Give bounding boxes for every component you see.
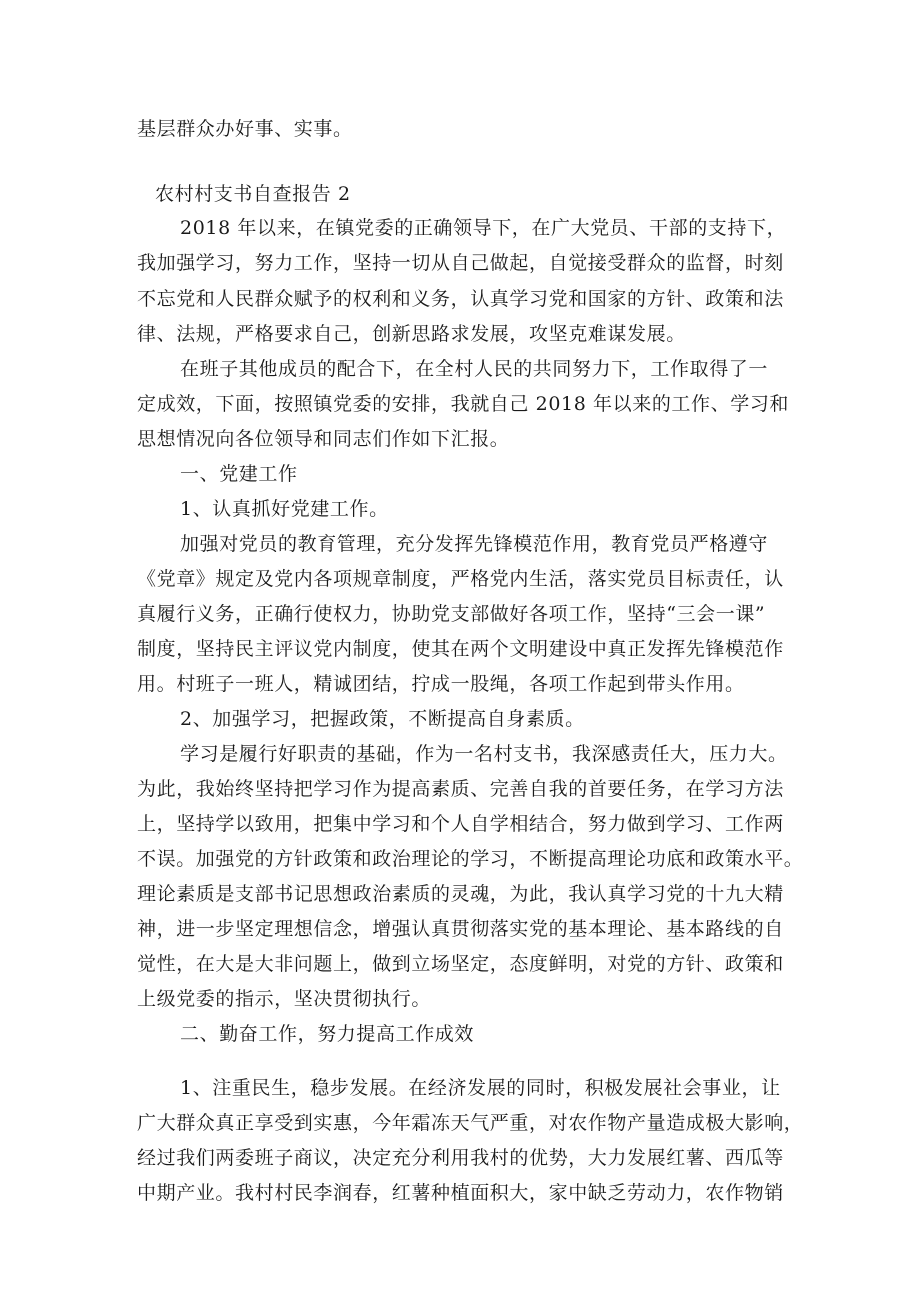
text-line: 上级党委的指示，坚决贯彻执行。 — [137, 988, 432, 1010]
subheading: 2、加强学习，把握政策，不断提高自身素质。 — [180, 708, 585, 730]
text-line: 1、注重民生，稳步发展。在经济发展的同时，积极发展社会事业，让 — [180, 1077, 781, 1099]
text-line: 《党章》规定及党内各项规章制度，严格党内生活，落实党员目标责任，认 — [137, 568, 784, 590]
text-line: 中期产业。我村村民李润春，红薯种植面积大，家中缺乏劳动力，农作物销 — [137, 1182, 784, 1204]
text-line: 思想情况向各位领导和同志们作如下汇报。 — [137, 428, 510, 450]
text-line: 真履行义务，正确行使权力，协助党支部做好各项工作，坚持“三会一课” — [137, 603, 766, 625]
text-line: 2018 年以来，在镇党委的正确领导下，在广大党员、干部的支持下， — [180, 217, 787, 239]
text-line: 基层群众办好事、实事。 — [137, 118, 353, 140]
text-line: 理论素质是支部书记思想政治素质的灵魂，为此，我认真学习党的十九大精 — [137, 883, 784, 905]
text-line: 经过我们两委班子商议，决定充分利用我村的优势，大力发展红薯、西瓜等 — [137, 1147, 784, 1169]
text-line: 加强对党员的教育管理，充分发挥先锋模范作用，教育党员严格遵守 — [180, 533, 769, 555]
text-line: 制度，坚持民主评议党内制度，使其在两个文明建设中真正发挥先锋模范作 — [137, 638, 784, 660]
heading: 一、党建工作 — [180, 463, 298, 485]
text-line: 不忘党和人民群众赋予的权利和义务，认真学习党和国家的方针、政策和法 — [137, 288, 784, 310]
text-line: 我加强学习，努力工作，坚持一切从自己做起，自觉接受群众的监督，时刻 — [137, 252, 784, 274]
text-line: 在班子其他成员的配合下，在全村人民的共同努力下，工作取得了一 — [180, 358, 769, 380]
heading: 二、勤奋工作，努力提高工作成效 — [180, 1023, 475, 1045]
section-title: 农村村支书自查报告 2 — [155, 183, 351, 205]
text-line: 为此，我始终坚持把学习作为提高素质、完善自我的首要任务，在学习方法 — [137, 778, 784, 800]
text-line: 不误。加强党的方针政策和政治理论的学习，不断提高理论功底和政策水平。 — [137, 848, 804, 870]
text-line: 神，进一步坚定理想信念，增强认真贯彻落实党的基本理论、基本路线的自 — [137, 918, 784, 940]
text-line: 定成效，下面，按照镇党委的安排，我就自己 2018 年以来的工作、学习和 — [137, 393, 790, 415]
text-line: 律、法规，严格要求自己，创新思路求发展，攻坚克难谋发展。 — [137, 323, 686, 345]
subheading: 1、认真抓好党建工作。 — [180, 498, 389, 520]
text-line: 学习是履行好职责的基础，作为一名村支书，我深感责任大，压力大。 — [180, 743, 788, 765]
text-line: 用。村班子一班人，精诚团结，拧成一股绳，各项工作起到带头作用。 — [137, 673, 745, 695]
text-line: 上，坚持学以致用，把集中学习和个人自学相结合，努力做到学习、工作两 — [137, 813, 784, 835]
text-line: 觉性，在大是大非问题上，做到立场坚定，态度鲜明，对党的方针、政策和 — [137, 953, 784, 975]
text-line: 广大群众真正享受到实惠，今年霜冻天气严重，对农作物产量造成极大影响， — [137, 1112, 804, 1134]
